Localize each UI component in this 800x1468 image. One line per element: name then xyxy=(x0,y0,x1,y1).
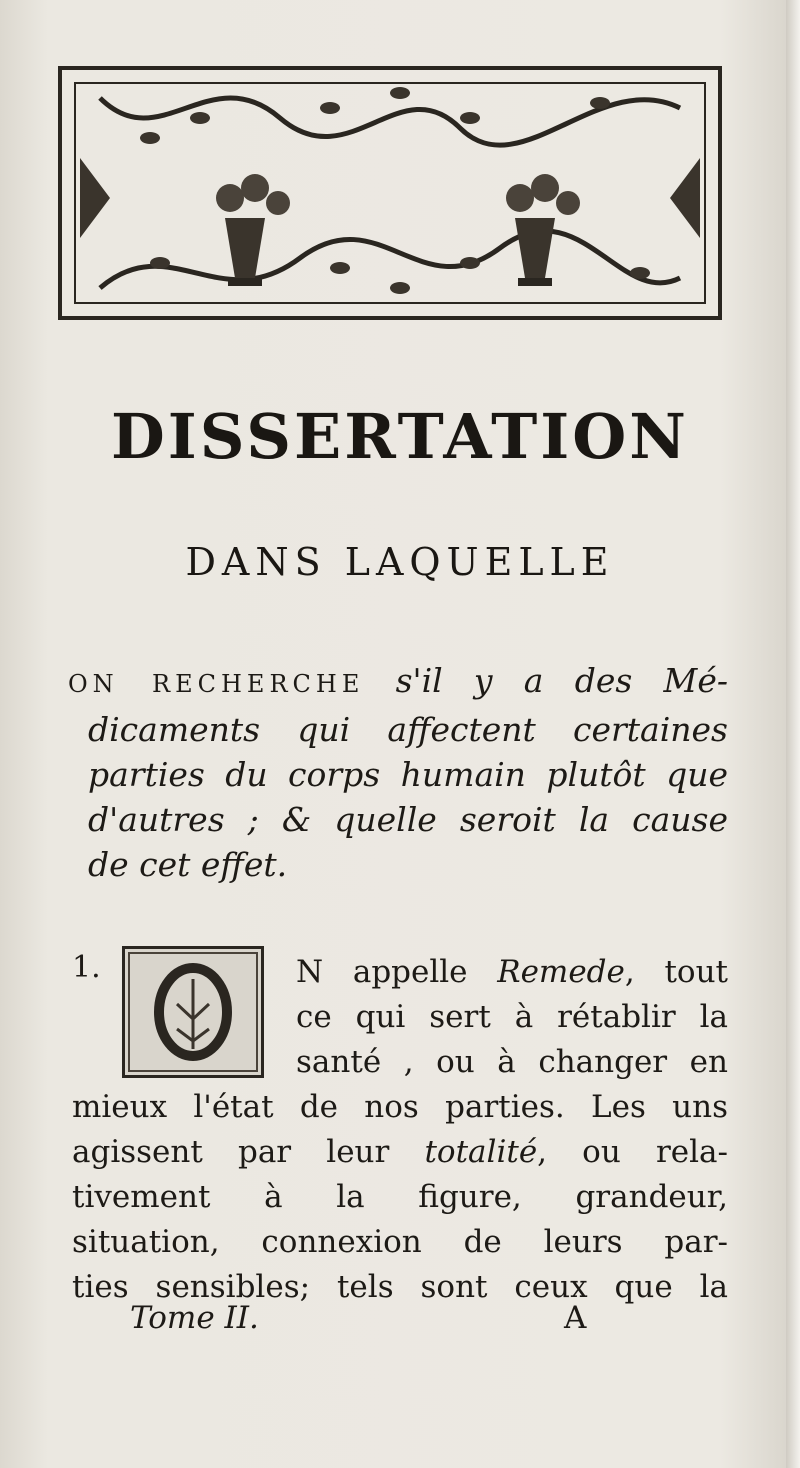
body-text: , ou rela- xyxy=(537,1134,728,1170)
body-line: ties sensibles; tels sont ceux que la xyxy=(72,1269,728,1305)
question-line xyxy=(68,658,728,707)
page-subtitle: DANS LAQUELLE xyxy=(185,540,615,584)
body-line: situation, connexion de leurs par- xyxy=(72,1224,728,1260)
page-title: DISSERTATION xyxy=(111,400,689,473)
body-line: ce qui sert à rétablir la xyxy=(296,999,728,1035)
body-emphasis: totalité xyxy=(424,1134,538,1170)
question-line: parties du corps humain plutôt que xyxy=(88,755,728,794)
body-emphasis: Remede xyxy=(497,954,625,990)
floral-vase-ornament-icon xyxy=(40,48,740,338)
body-line: tivement à la figure, grandeur, xyxy=(72,1179,728,1215)
body-text: agissent par leur xyxy=(72,1134,425,1170)
question-lead: ON RECHERCHE xyxy=(68,670,365,698)
body-text: , tout xyxy=(624,954,728,990)
body-line xyxy=(72,950,728,995)
question-line: d'autres ; & quelle seroit la cause xyxy=(88,800,728,839)
body-paragraph xyxy=(72,950,728,1310)
page-edge xyxy=(786,0,800,1468)
body-line xyxy=(72,1130,728,1175)
signature-mark: A xyxy=(564,1300,587,1336)
body-line: mieux l'état de nos parties. Les uns xyxy=(72,1089,728,1125)
volume-label: Tome II. xyxy=(130,1300,259,1336)
body-text: N appelle xyxy=(296,954,498,990)
section-number: 1. xyxy=(72,950,101,985)
question-paragraph xyxy=(68,658,728,887)
body-line: santé , ou à changer en xyxy=(296,1044,728,1080)
question-line: de cet effet. xyxy=(88,845,288,884)
question-line: dicaments qui affectent certaines xyxy=(88,710,728,749)
question-line-rest: s'il y a des Mé- xyxy=(395,661,728,700)
